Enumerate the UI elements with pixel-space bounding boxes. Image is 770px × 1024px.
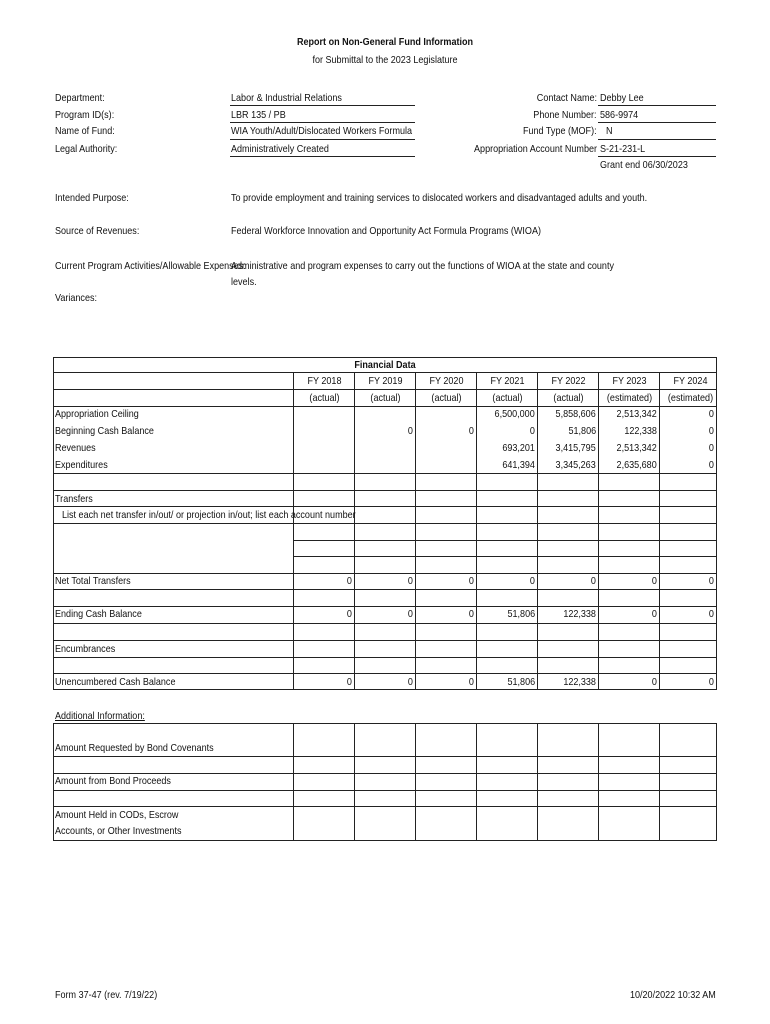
year-header: FY 2020 (429, 375, 464, 387)
activities-label: Current Program Activities/Allowable Expenses: (55, 260, 246, 272)
table-cell: 0 (708, 608, 714, 620)
status-header: (actual) (309, 392, 340, 404)
cods-label-line2: Accounts, or Other Investments (55, 825, 182, 837)
table-cell: 0 (468, 608, 474, 620)
table-cell: 122,338 (624, 425, 657, 437)
table-cell: 51,806 (507, 608, 535, 620)
status-header: (estimated) (667, 392, 714, 404)
department-value: Labor & Industrial Relations (231, 92, 342, 104)
status-header: (actual) (370, 392, 401, 404)
table-cell: 122,338 (563, 608, 596, 620)
encumbrances-label: Encumbrances (55, 643, 116, 655)
table-cell: 693,201 (502, 442, 535, 454)
intended-purpose-label: Intended Purpose: (55, 192, 129, 204)
bond-covenants-label: Amount Requested by Bond Covenants (55, 742, 214, 754)
table-cell: 2,513,342 (616, 442, 657, 454)
year-header: FY 2019 (368, 375, 403, 387)
activities-value-line1: Administrative and program expenses to carry out the functions of WIOA at the state and county (231, 260, 614, 272)
department-label: Department: (55, 92, 105, 104)
account-number-value: S-21-231-L (600, 143, 646, 155)
table-cell: 0 (708, 459, 714, 471)
program-value: LBR 135 / PB (231, 109, 286, 121)
table-cell: 0 (708, 408, 714, 420)
table-cell: 0 (651, 575, 657, 587)
phone-number-value: 586-9974 (600, 109, 639, 121)
table-cell: 0 (407, 676, 413, 688)
table-cell: 641,394 (502, 459, 535, 471)
unencumbered-cash-balance-label: Unencumbered Cash Balance (55, 676, 176, 688)
table-cell: 0 (407, 425, 413, 437)
table-cell: 0 (407, 608, 413, 620)
variances-label: Variances: (55, 292, 98, 304)
ending-cash-balance-label: Ending Cash Balance (55, 608, 142, 620)
source-of-revenues-value: Federal Workforce Innovation and Opportunity Act Formula Programs (WIOA) (231, 225, 541, 237)
status-header: (actual) (553, 392, 584, 404)
contact-name-label: Contact Name: (536, 92, 597, 104)
bond-proceeds-label: Amount from Bond Proceeds (55, 775, 171, 787)
intended-purpose-value: To provide employment and training services to dislocated workers and disadvantaged adults and youth. (231, 192, 648, 204)
status-header: (actual) (431, 392, 462, 404)
program-label: Program ID(s): (55, 109, 115, 121)
legal-authority-value: Administratively Created (231, 143, 329, 155)
fund-type-label: Fund Type (MOF): (523, 125, 597, 137)
table-cell: 122,338 (563, 676, 596, 688)
table-cell: 0 (468, 676, 474, 688)
fund-type-value: N (606, 125, 613, 137)
fund-name-value: WIA Youth/Adult/Dislocated Workers Formula (231, 125, 413, 137)
table-cell: 0 (529, 575, 535, 587)
row-label: Beginning Cash Balance (55, 425, 154, 437)
phone-number-label: Phone Number: (533, 109, 597, 121)
year-header: FY 2018 (307, 375, 342, 387)
table-cell: 3,415,795 (555, 442, 596, 454)
cods-label-line1: Amount Held in CODs, Escrow (55, 809, 179, 821)
table-cell: 2,635,680 (616, 459, 657, 471)
table-cell: 0 (708, 425, 714, 437)
table-cell: 51,806 (568, 425, 596, 437)
status-header: (actual) (492, 392, 523, 404)
legal-authority-label: Legal Authority: (55, 143, 118, 155)
report-subtitle: for Submittal to the 2023 Legislature (312, 54, 458, 66)
print-timestamp: 10/20/2022 10:32 AM (630, 989, 716, 1001)
year-header: FY 2022 (551, 375, 586, 387)
transfers-label: Transfers (55, 493, 93, 505)
contact-name-value: Debby Lee (600, 92, 644, 104)
net-total-transfers-label: Net Total Transfers (55, 575, 131, 587)
table-cell: 0 (590, 575, 596, 587)
form-number: Form 37-47 (rev. 7/19/22) (55, 989, 158, 1001)
year-header: FY 2021 (490, 375, 525, 387)
year-header: FY 2023 (612, 375, 647, 387)
activities-value-line2: levels. (231, 276, 257, 288)
table-cell: 0 (708, 442, 714, 454)
row-label: Revenues (55, 442, 96, 454)
table-cell: 0 (346, 575, 352, 587)
financial-data-title: Financial Data (354, 359, 416, 371)
table-cell: 0 (529, 425, 535, 437)
table-cell: 0 (651, 608, 657, 620)
table-cell: 0 (346, 608, 352, 620)
account-number-label: Appropriation Account Number (474, 143, 597, 155)
transfers-note: List each net transfer in/out/ or projection in/out; list each account number (62, 509, 356, 521)
row-label: Expenditures (55, 459, 108, 471)
table-cell: 0 (468, 425, 474, 437)
row-label: Appropriation Ceiling (55, 408, 139, 420)
report-title: Report on Non-General Fund Information (296, 36, 474, 48)
table-cell: 0 (708, 676, 714, 688)
table-cell: 0 (468, 575, 474, 587)
table-cell: 0 (651, 676, 657, 688)
grant-end-note: Grant end 06/30/2023 (600, 159, 688, 171)
table-cell: 0 (346, 676, 352, 688)
table-cell: 2,513,342 (616, 408, 657, 420)
table-cell: 0 (708, 575, 714, 587)
source-of-revenues-label: Source of Revenues: (55, 225, 140, 237)
table-cell: 0 (407, 575, 413, 587)
year-header: FY 2024 (673, 375, 708, 387)
table-cell: 5,858,606 (555, 408, 596, 420)
table-cell: 6,500,000 (494, 408, 535, 420)
table-cell: 51,806 (507, 676, 535, 688)
status-header: (estimated) (606, 392, 653, 404)
table-cell: 3,345,263 (555, 459, 596, 471)
fund-name-label: Name of Fund: (55, 125, 115, 137)
additional-info-label: Additional Information: (55, 710, 145, 722)
